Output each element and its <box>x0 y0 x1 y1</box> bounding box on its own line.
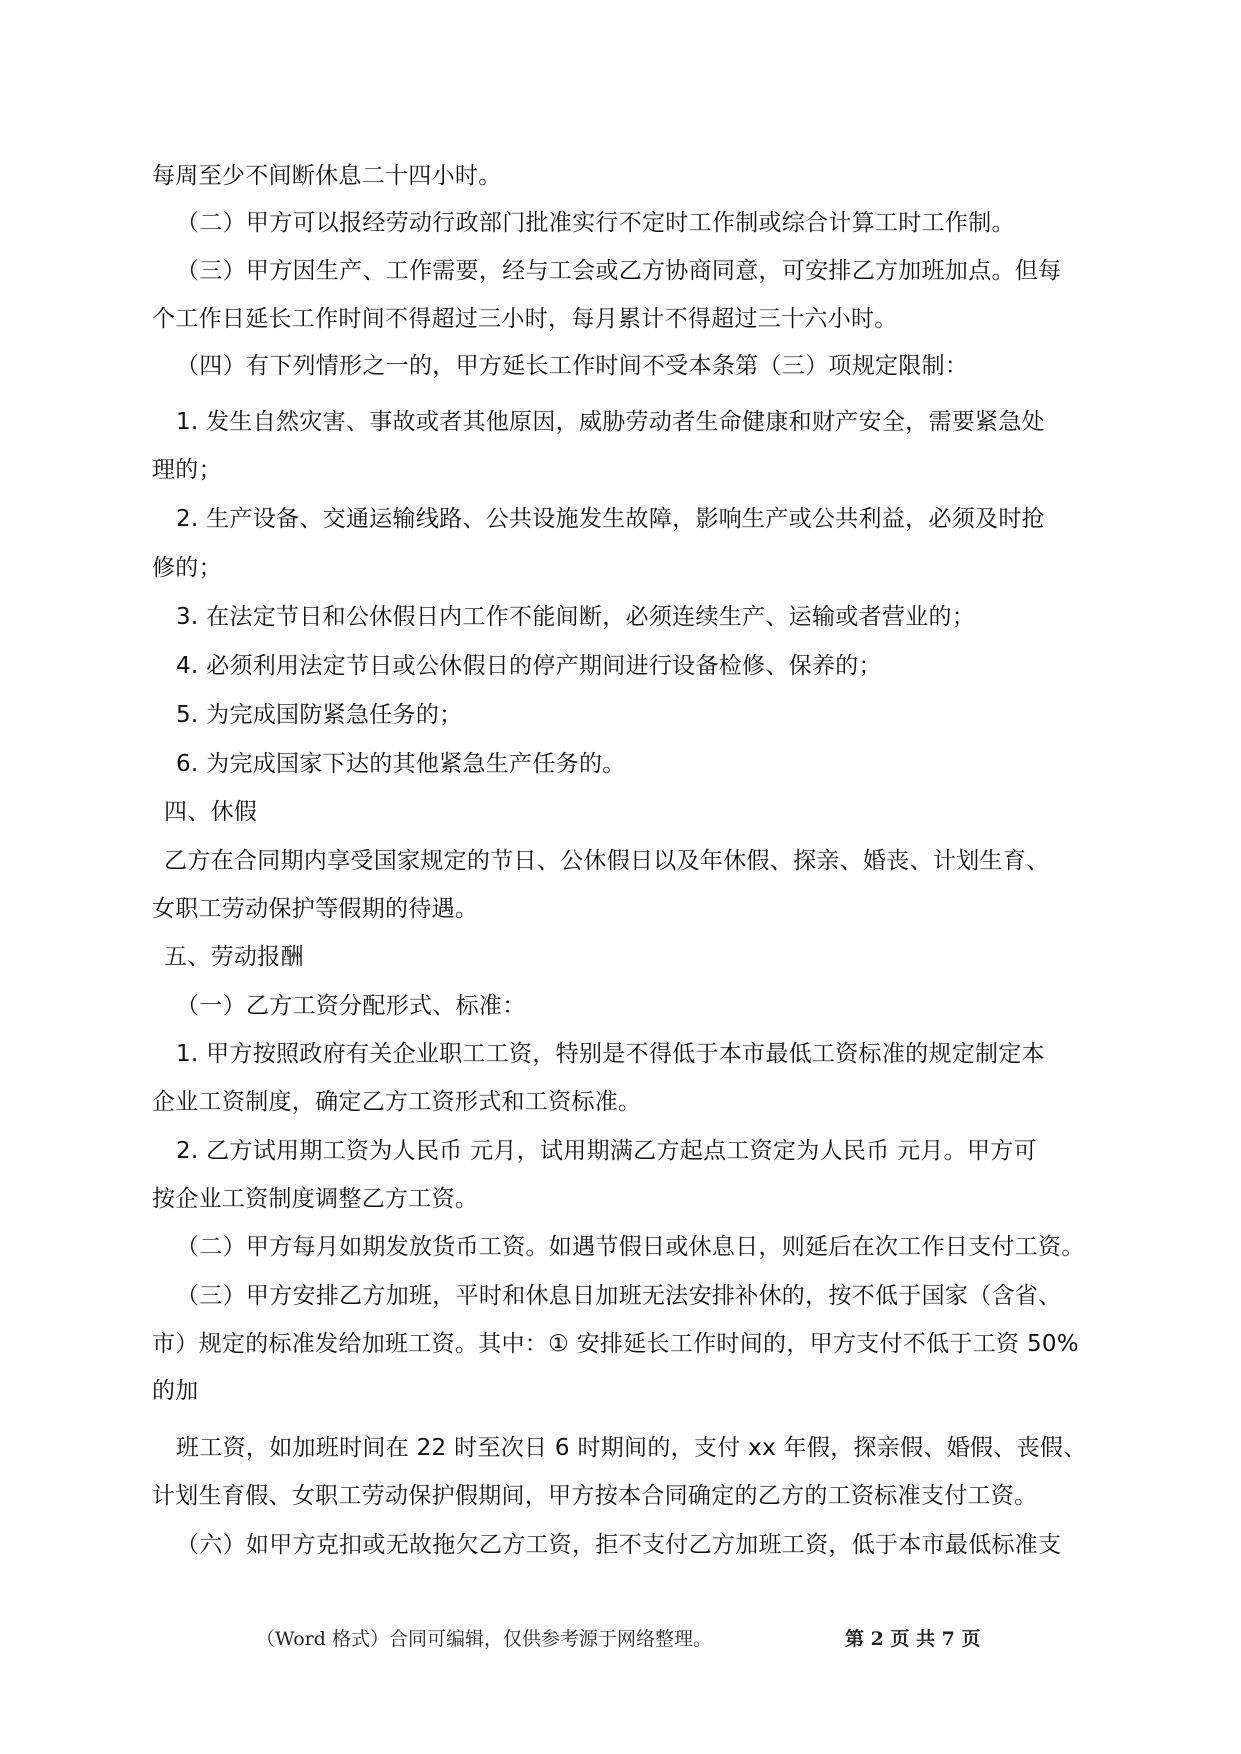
text-line: 班工资，如加班时间在 22 时至次日 6 时期间的，支付 xx 年假，探亲假、婚假、丧假、 <box>176 1435 1087 1461</box>
text-line: 的加 <box>152 1378 199 1404</box>
text-line: （二）甲方每月如期发放货币工资。如遇节假日或休息日，则延后在次工作日支付工资。 <box>176 1234 1085 1260</box>
text-line: （三）甲方因生产、工作需要，经与工会或乙方协商同意，可安排乙方加班加点。但每 <box>176 258 1062 284</box>
text-line: （三）甲方安排乙方加班，平时和休息日加班无法安排补休的，按不低于国家（含省、 <box>176 1283 1062 1309</box>
footer-note: （Word 格式）合同可编辑，仅供参考源于网络整理。 <box>256 1628 712 1650</box>
text-line: 计划生育假、女职工劳动保护假期间，甲方按本合同确定的乙方的工资标准支付工资。 <box>152 1483 1038 1509</box>
text-line: 按企业工资制度调整乙方工资。 <box>152 1186 479 1212</box>
text-line: 2. 乙方试用期工资为人民币 元月，试用期满乙方起点工资定为人民币 元月。甲方可 <box>176 1138 1037 1164</box>
text-line: 个工作日延长工作时间不得超过三小时，每月累计不得超过三十六小时。 <box>152 306 898 332</box>
text-line: 市）规定的标准发给加班工资。其中：① 安排延长工作时间的，甲方支付不低于工资 50% <box>152 1331 1079 1357</box>
text-line: 每周至少不间断休息二十四小时。 <box>152 163 502 189</box>
section-heading: 五、劳动报酬 <box>164 944 304 970</box>
page-indicator: 第 2 页 共 7 页 <box>845 1628 981 1650</box>
text-line: （一）乙方工资分配形式、标准： <box>176 993 526 1019</box>
text-line: （六）如甲方克扣或无故拖欠乙方工资，拒不支付乙方加班工资，低于本市最低标准支 <box>176 1532 1062 1558</box>
text-line: （四）有下列情形之一的，甲方延长工作时间不受本条第（三）项规定限制： <box>176 353 969 379</box>
text-line: 5. 为完成国防紧急任务的； <box>176 702 463 728</box>
text-line: 女职工劳动保护等假期的待遇。 <box>152 896 479 922</box>
text-line: 修的； <box>152 555 222 581</box>
text-line: 4. 必须利用法定节日或公休假日的停产期间进行设备检修、保养的； <box>176 653 882 679</box>
text-line: 3. 在法定节日和公休假日内工作不能间断，必须连续生产、运输或者营业的； <box>176 604 976 630</box>
text-line: 1. 甲方按照政府有关企业职工工资，特别是不得低于本市最低工资标准的规定制定本 <box>176 1041 1045 1067</box>
text-line: 乙方在合同期内享受国家规定的节日、公休假日以及年休假、探亲、婚丧、计划生育、 <box>164 848 1050 874</box>
text-line: （二）甲方可以报经劳动行政部门批准实行不定时工作制或综合计算工时工作制。 <box>176 210 1015 236</box>
text-line: 企业工资制度，确定乙方工资形式和工资标准。 <box>152 1089 642 1115</box>
text-line: 2. 生产设备、交通运输线路、公共设施发生故障，影响生产或公共利益，必须及时抢 <box>176 506 1045 532</box>
text-line: 理的； <box>152 457 222 483</box>
text-line: 6. 为完成国家下达的其他紧急生产任务的。 <box>176 751 626 777</box>
section-heading: 四、休假 <box>164 799 258 825</box>
text-line: 1. 发生自然灾害、事故或者其他原因，威胁劳动者生命健康和财产安全，需要紧急处 <box>176 409 1045 435</box>
